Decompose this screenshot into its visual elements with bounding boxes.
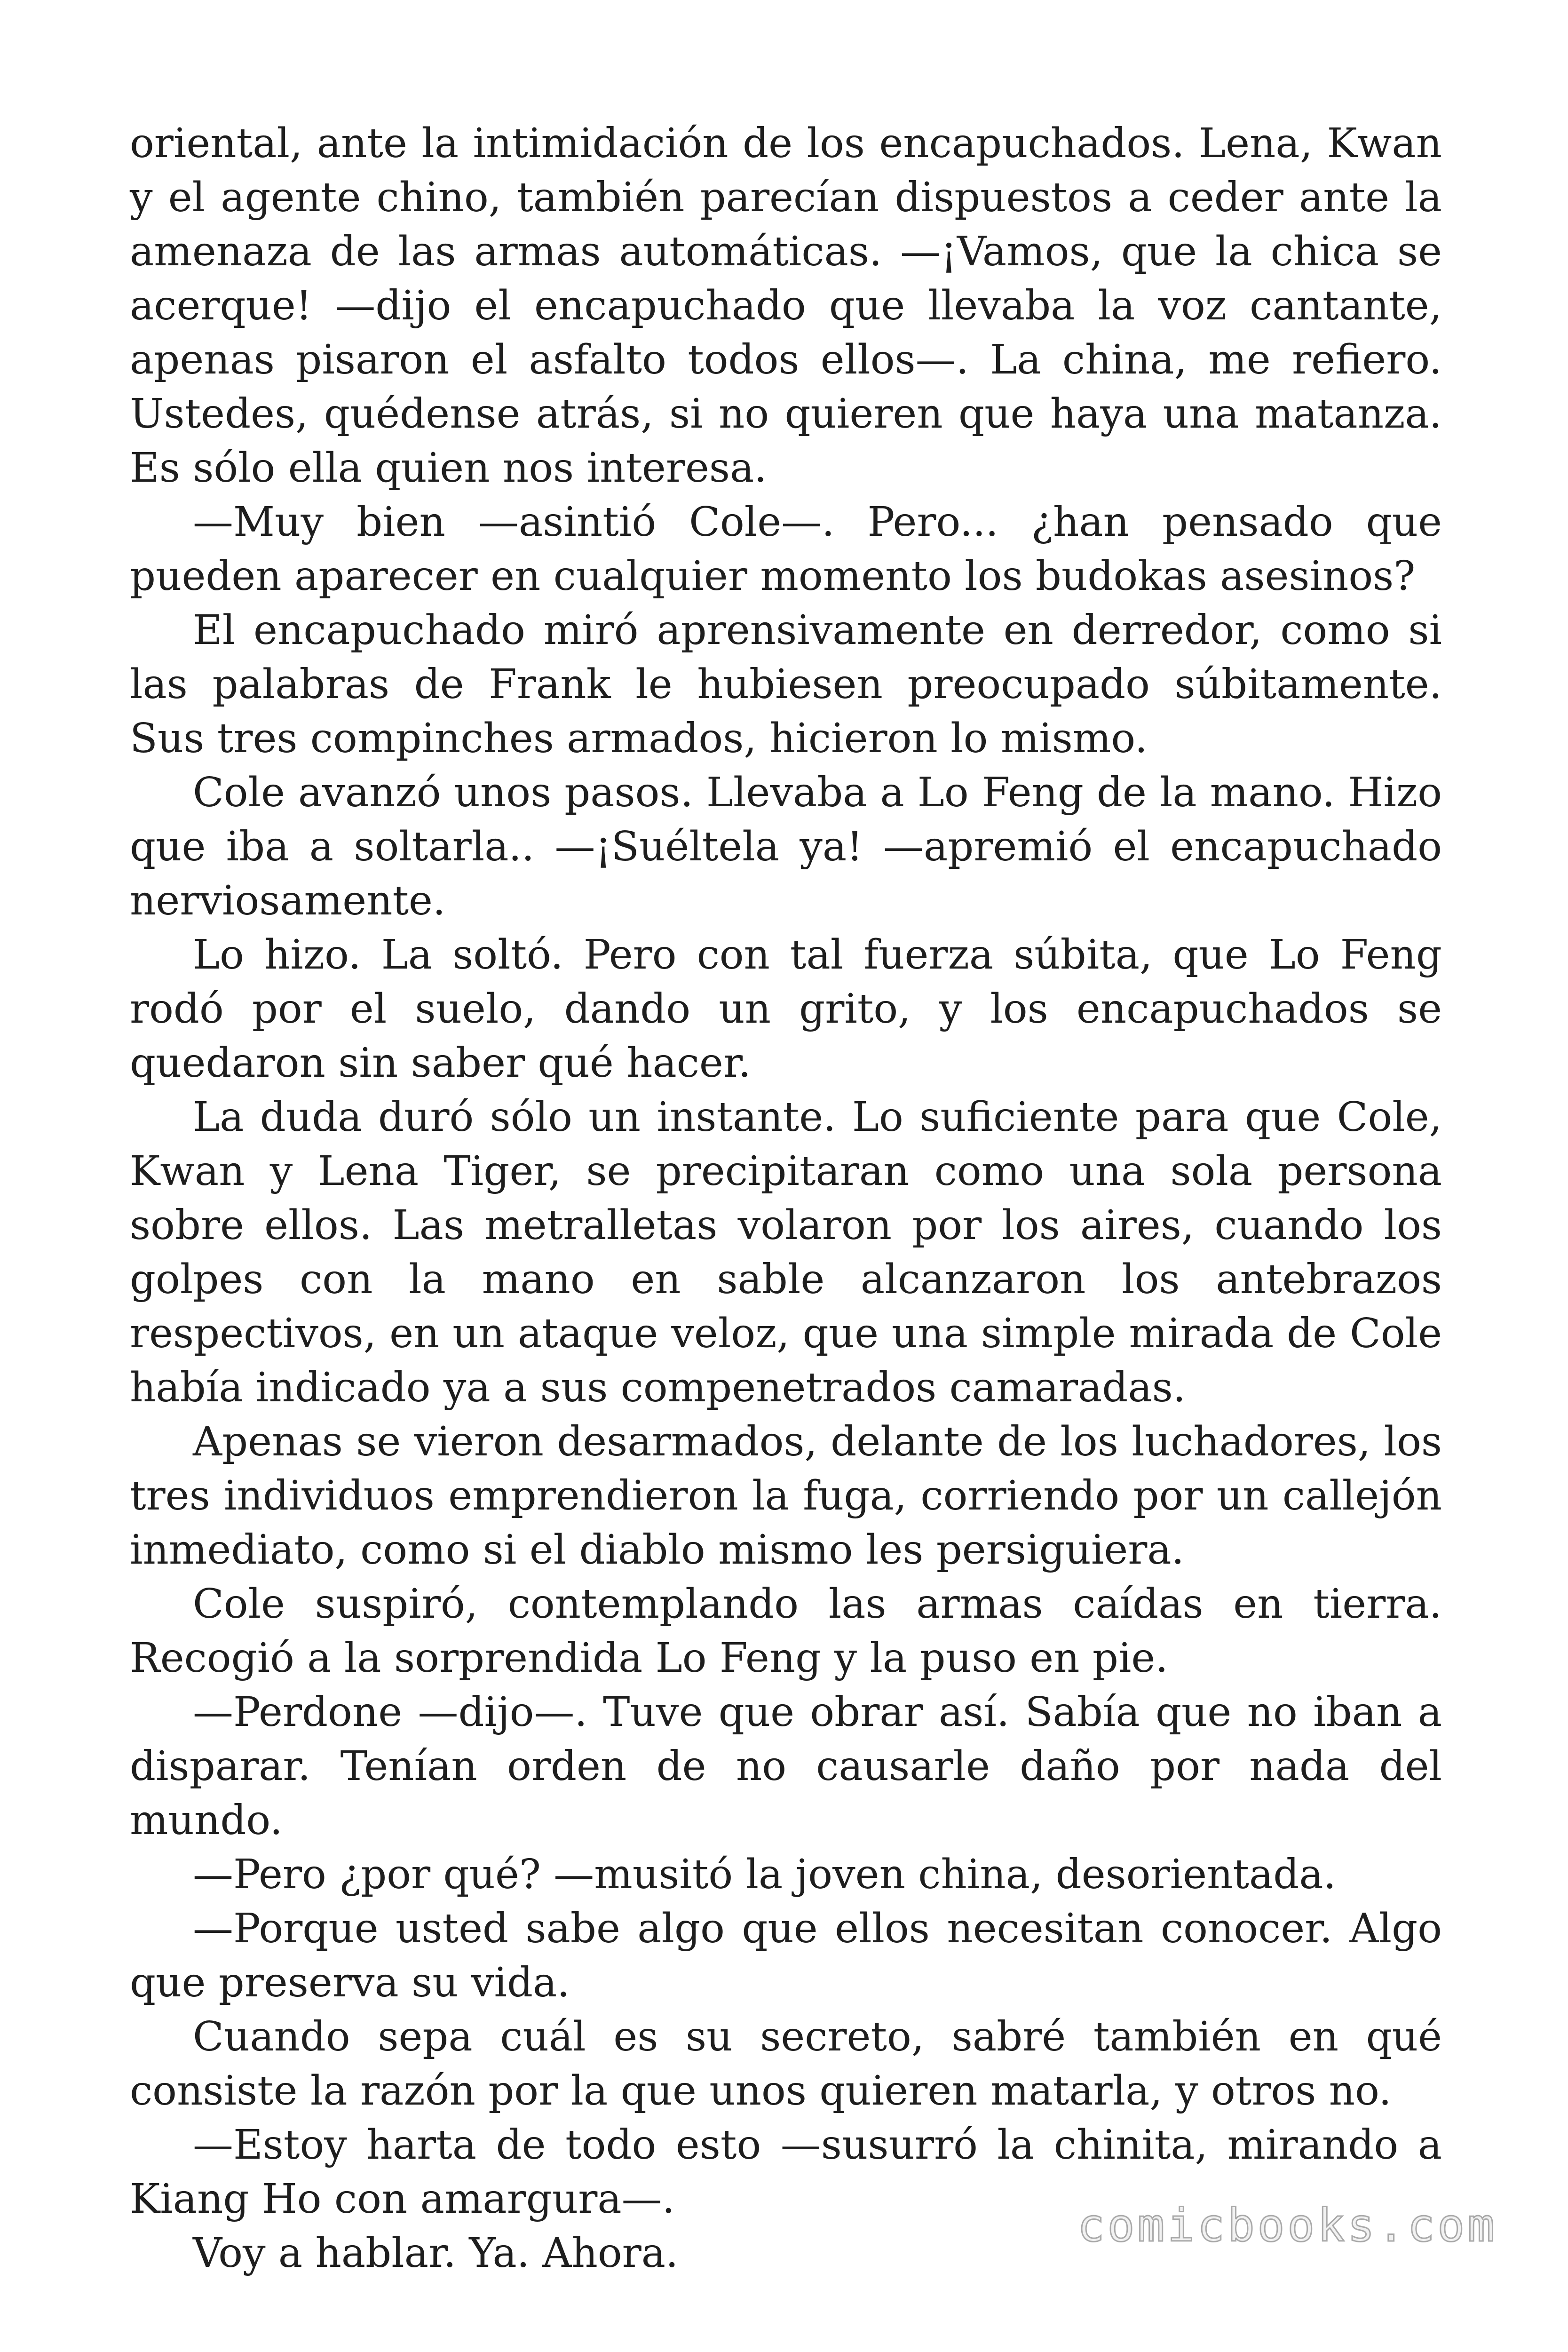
paragraph-3: El encapuchado miró aprensivamente en derredor, como si las palabras de Frank le hubiesen preocupado súbitamente. Sus tres compinches armados, hicieron lo mismo. — [130, 607, 1442, 762]
paragraph-10: —Pero ¿por qué? —musitó la joven china, desorientada. — [193, 1851, 1336, 1898]
paragraph-14: Voy a hablar. Ya. Ahora. — [193, 2230, 679, 2277]
paragraph-1: oriental, ante la intimidación de los encapuchados. Lena, Kwan y el agente chino, también parecían dispuestos a ceder ante la amenaza de las armas automáticas. —¡Vamos, que la chica se acerque! —dijo el encapuchado que llevaba la voz cantante, apenas pisaron el asfalto todos ellos—. La china, me refiero. Ustedes, quédense atrás, si no quieren que haya una matanza. Es sólo ella quien nos interesa. — [130, 120, 1442, 492]
paragraph-6: La duda duró sólo un instante. Lo suficiente para que Cole, Kwan y Lena Tiger, se precipitaran como una sola persona sobre ellos. Las metralletas volaron por los aires, cuando los golpes con la mano en sable alcanzaron los antebrazos respectivos, en un ataque veloz, que una simple mirada de Cole había indicado ya a sus compenetrados camaradas. — [130, 1094, 1442, 1411]
paragraph-13: —Estoy harta de todo esto —susurró la chinita, mirando a Kiang Ho con amargura—. — [130, 2122, 1442, 2223]
paragraph-11: —Porque usted sabe algo que ellos necesitan conocer. Algo que preserva su vida. — [130, 1905, 1442, 2006]
paragraph-9: —Perdone —dijo—. Tuve que obrar así. Sabía que no iban a disparar. Tenían orden de no causarle daño por nada del mundo. — [130, 1689, 1442, 1844]
paragraph-12: Cuando sepa cuál es su secreto, sabré también en qué consiste la razón por la que unos quieren matarla, y otros no. — [130, 2013, 1442, 2114]
paragraph-2: —Muy bien —asintió Cole—. Pero... ¿han pensado que pueden aparecer en cualquier momento los budokas asesinos? — [130, 499, 1442, 600]
book-page-text — [130, 117, 1442, 2280]
paragraph-5: Lo hizo. La soltó. Pero con tal fuerza súbita, que Lo Feng rodó por el suelo, dando un grito, y los encapuchados se quedaron sin saber qué hacer. — [130, 931, 1442, 1087]
paragraph-8: Cole suspiró, contemplando las armas caídas en tierra. Recogió a la sorprendida Lo Feng y la puso en pie. — [130, 1581, 1442, 1682]
paragraph-4: Cole avanzó unos pasos. Llevaba a Lo Feng de la mano. Hizo que iba a soltarla.. —¡Suéltela ya! —apremió el encapuchado nerviosamente. — [130, 769, 1442, 924]
watermark: comicbooks.com — [1077, 2199, 1497, 2252]
paragraph-7: Apenas se vieron desarmados, delante de los luchadores, los tres individuos emprendieron la fuga, corriendo por un callejón inmediato, como si el diablo mismo les persiguiera. — [130, 1418, 1442, 1573]
